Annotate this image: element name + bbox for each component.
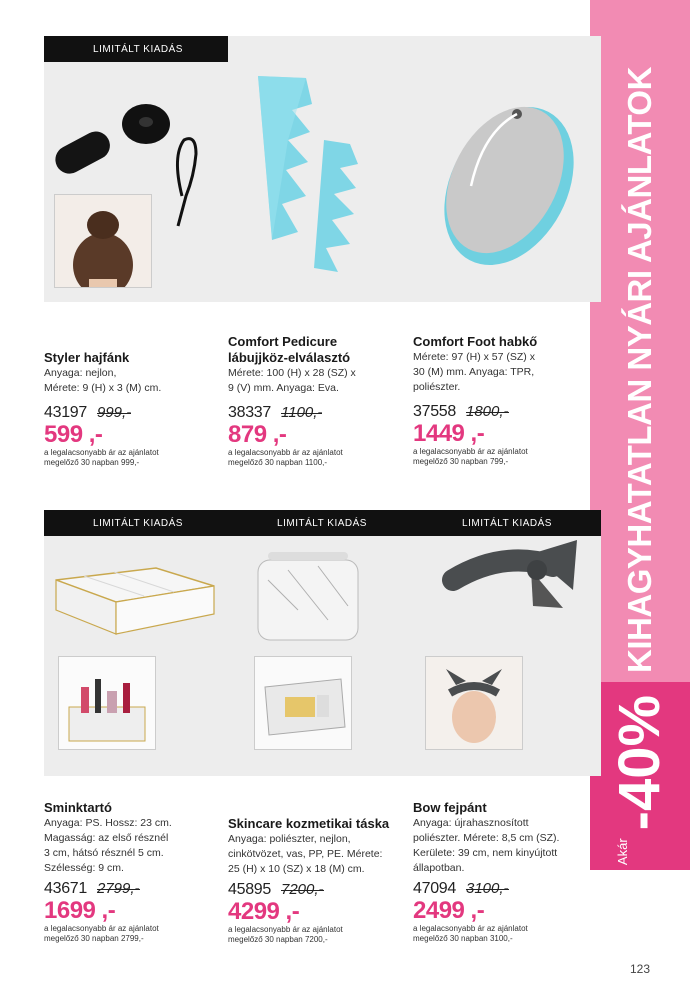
product-code: 43671	[44, 880, 87, 897]
sale-price: 1449 ,-	[413, 420, 485, 447]
sale-price: 599 ,-	[44, 421, 103, 448]
product-name: Skincare kozmetikai táska	[228, 816, 390, 831]
lowest-price-note: a legalacsonyabb ár az ajánlatot megelőző 30 napban 2799,-	[44, 924, 159, 943]
product-info-headband	[413, 800, 593, 944]
lowest-price-note: a legalacsonyabb ár az ajánlatot megelőző 30 napban 999,-	[44, 448, 159, 467]
open-bag-illustration	[255, 657, 351, 749]
lowest-price-note: a legalacsonyabb ár az ajánlatot megelőző 30 napban 799,-	[413, 447, 528, 466]
old-price: 3100,-	[466, 880, 509, 897]
product-info-pumice	[413, 334, 593, 467]
discount-label	[607, 694, 672, 866]
headband-model-photo	[425, 656, 523, 750]
product-name: Styler hajfánk	[44, 350, 130, 365]
product-image-pumice[interactable]	[413, 36, 601, 302]
sale-price: 4299 ,-	[228, 898, 300, 925]
product-image-pedicure[interactable]	[228, 36, 416, 302]
product-name: Comfort Pedicure lábujjköz-elválasztó	[228, 334, 351, 365]
product-image-organizer[interactable]	[44, 510, 232, 776]
bag-open-photo	[254, 656, 352, 750]
product-code: 37558	[413, 403, 456, 420]
product-image-bag[interactable]	[228, 510, 416, 776]
discount-value: -40%	[607, 694, 672, 831]
old-price: 999,-	[97, 404, 132, 421]
limited-badge: LIMITÁLT KIADÁS	[44, 36, 232, 62]
old-price: 7200,-	[281, 881, 324, 898]
lowest-price-note: a legalacsonyabb ár az ajánlatot megelőző 30 napban 7200,-	[228, 925, 343, 944]
limited-badge: LIMITÁLT KIADÁS	[228, 510, 416, 536]
product-info-pedicure	[228, 334, 408, 468]
organizer-in-use-photo	[58, 656, 156, 750]
product-code: 47094	[413, 880, 456, 897]
sale-price: 1699 ,-	[44, 897, 116, 924]
product-image-headband[interactable]	[413, 510, 601, 776]
limited-badge: LIMITÁLT KIADÁS	[413, 510, 601, 536]
sale-price: 879 ,-	[228, 421, 287, 448]
side-title: KIHAGYHATATLAN NYÁRI AJÁNLATOK	[621, 67, 658, 673]
limited-badge: LIMITÁLT KIADÁS	[44, 510, 232, 536]
product-description: Anyaga: nejlon, Mérete: 9 (H) x 3 (M) cm.	[44, 367, 162, 394]
product-info-organizer	[44, 800, 224, 944]
discount-prefix: Akár	[614, 838, 630, 866]
cosmetics-illustration	[59, 657, 155, 749]
old-price: 1800,-	[466, 403, 509, 420]
pumice-stone-illustration	[413, 36, 601, 302]
product-code: 45895	[228, 881, 271, 898]
sale-price: 2499 ,-	[413, 897, 485, 924]
product-code: 38337	[228, 404, 271, 421]
toe-separator-illustration	[228, 36, 416, 302]
product-description: Anyaga: újrahasznosított poliészter. Mérete: 8,5 cm (SZ). Kerülete: 39 cm, nem kinyújtott állapotban.	[413, 817, 560, 874]
product-name: Comfort Foot habkő	[413, 334, 538, 349]
styler-model-photo	[54, 194, 152, 288]
old-price: 2799,-	[97, 880, 140, 897]
lowest-price-note: a legalacsonyabb ár az ajánlatot megelőző 30 napban 1100,-	[228, 448, 343, 467]
product-info-styler	[44, 350, 224, 468]
lowest-price-note: a legalacsonyabb ár az ajánlatot megelőző 30 napban 3100,-	[413, 924, 528, 943]
product-code: 43197	[44, 404, 87, 421]
old-price: 1100,-	[281, 404, 323, 421]
model-bun-illustration	[55, 195, 151, 287]
product-description: Anyaga: PS. Hossz: 23 cm. Magasság: az első résznél 3 cm, hátsó résznél 5 cm. Szélesség: 9 cm.	[44, 817, 172, 874]
model-headband-illustration	[426, 657, 522, 749]
product-name: Bow fejpánt	[413, 800, 487, 815]
product-info-bag	[228, 816, 408, 945]
product-name: Sminktartó	[44, 800, 112, 815]
page-number: 123	[630, 962, 651, 976]
product-description: Anyaga: poliészter, nejlon, cinkötvözet, vas, PP, PE. Mérete: 25 (H) x 10 (SZ) x 18 (M) cm.	[228, 833, 383, 875]
product-image-styler[interactable]	[44, 36, 232, 302]
product-description: Mérete: 100 (H) x 28 (SZ) x 9 (V) mm. Anyaga: Eva.	[228, 367, 356, 394]
product-description: Mérete: 97 (H) x 57 (SZ) x 30 (M) mm. Anyaga: TPR, poliészter.	[413, 351, 535, 393]
